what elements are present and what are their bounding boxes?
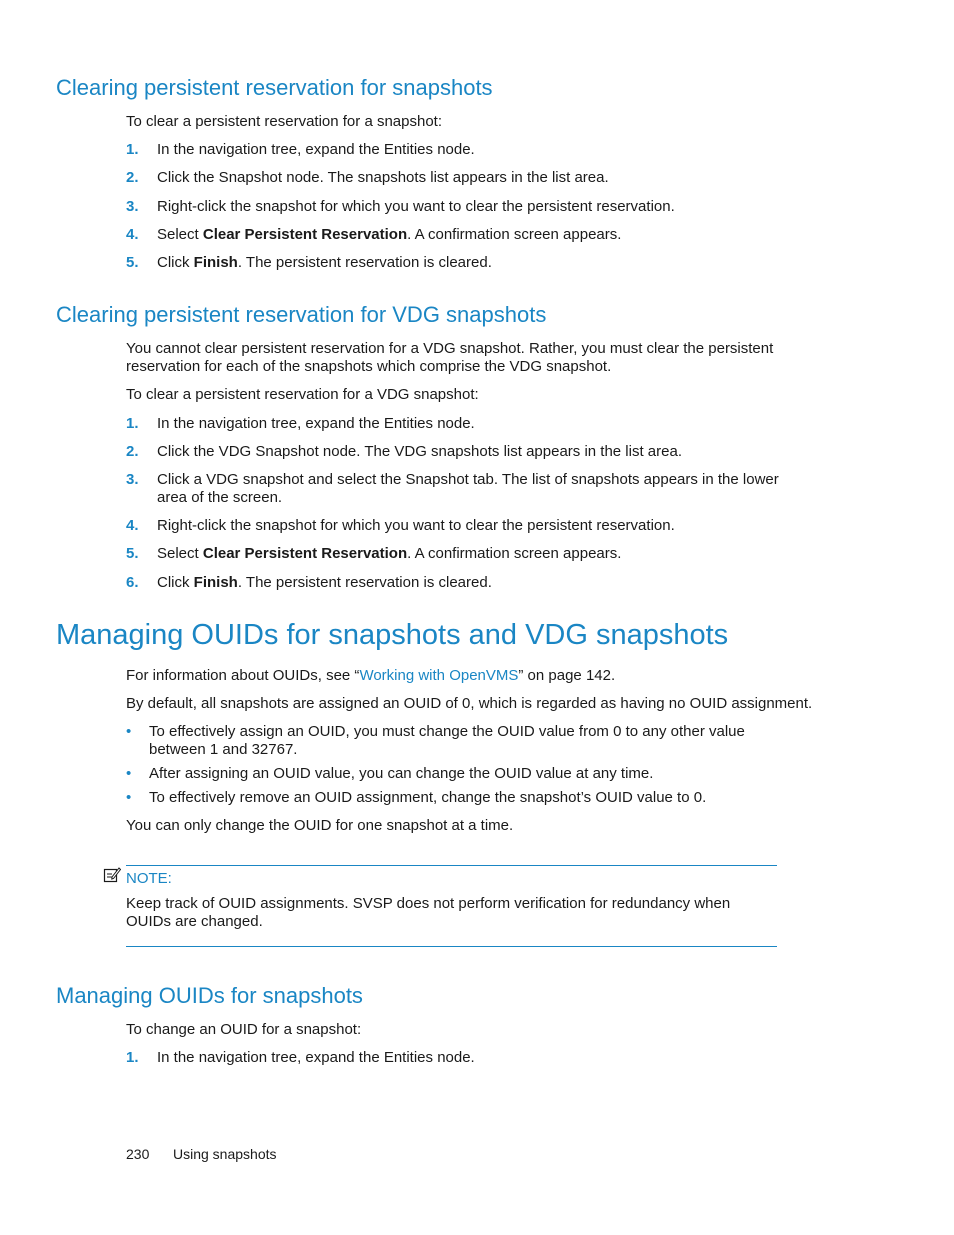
step-text: In the navigation tree, expand the Entities node. [157,1049,475,1066]
note-text: Keep track of OUID assignments. SVSP does not perform verification for redundancy when OUIDs are changed. [126,895,731,930]
section-heading-clearing-vdg-snapshots: Clearing persistent reservation for VDG snapshots [56,302,547,327]
ouid-default-paragraph: By default, all snapshots are assigned an OUID of 0, which is regarded as having no OUID assignment. [126,695,813,712]
bullet-glyph: • [126,789,132,806]
step-number: 3. [126,198,139,215]
section2-paragraph: You cannot clear persistent reservation for a VDG snapshot. Rather, you must clear the persistent reservation for each of the snapshots which comprise the VDG snapshot. [126,340,774,375]
section-heading-managing-ouids-snapshots: Managing OUIDs for snapshots [56,983,363,1008]
step-text: Right-click the snapshot for which you want to clear the persistent reservation. [157,517,675,534]
note-bottom-rule [126,946,777,947]
footer-section-name: Using snapshots [173,1146,277,1162]
ui-term: Finish [193,574,238,591]
step-number: 2. [126,169,139,186]
step-number: 3. [126,471,139,488]
cross-reference-link[interactable]: Working with OpenVMS [359,667,519,684]
step-text: Click the Snapshot node. The snapshots list appears in the list area. [157,169,609,186]
bullet-text: To effectively remove an OUID assignment, change the snapshot’s OUID value to 0. [149,789,707,806]
step-number: 6. [126,574,139,591]
ui-term: Finish [193,254,238,271]
ouid-info-paragraph: For information about OUIDs, see “Working with OpenVMS” on page 142. [126,667,616,684]
section-heading-clearing-snapshots: Clearing persistent reservation for snapshots [56,75,493,100]
section1-intro: To clear a persistent reservation for a snapshot: [126,113,442,130]
ui-term: Clear Persistent Reservation [202,545,408,562]
section2-intro: To clear a persistent reservation for a VDG snapshot: [126,386,479,403]
step-number: 5. [126,254,139,271]
page-number: 230 [126,1146,150,1162]
step-text: Select Clear Persistent Reservation. A confirmation screen appears. [157,545,622,562]
note-label: NOTE: [126,870,172,887]
step-number: 1. [126,415,139,432]
step-text: In the navigation tree, expand the Entities node. [157,415,475,432]
step-text: Right-click the snapshot for which you want to clear the persistent reservation. [157,198,675,215]
bullet-glyph: • [126,765,132,782]
bullet-glyph: • [126,723,132,740]
ui-term: Clear Persistent Reservation [202,226,408,243]
chapter-heading-managing-ouids: Managing OUIDs for snapshots and VDG snapshots [56,619,729,651]
step-number: 2. [126,443,139,460]
section4-intro: To change an OUID for a snapshot: [126,1021,362,1038]
note-top-rule [126,865,777,866]
step-number: 5. [126,545,139,562]
step-text: Click a VDG snapshot and select the Snapshot tab. The list of snapshots appears in the lower area of the screen. [157,471,779,506]
step-number: 1. [126,141,139,158]
bullet-text: After assigning an OUID value, you can change the OUID value at any time. [149,765,654,782]
step-text: Click Finish. The persistent reservation is cleared. [157,254,492,271]
step-number: 1. [126,1049,139,1066]
ouid-closing-paragraph: You can only change the OUID for one snapshot at a time. [126,817,514,834]
step-text: Select Clear Persistent Reservation. A confirmation screen appears. [157,226,622,243]
note-pencil-icon [103,866,121,884]
step-text: Click the VDG Snapshot node. The VDG snapshots list appears in the list area. [157,443,682,460]
step-text: Click Finish. The persistent reservation is cleared. [157,574,492,591]
bullet-text: To effectively assign an OUID, you must change the OUID value from 0 to any other value between 1 and 32767. [149,723,745,758]
step-text: In the navigation tree, expand the Entities node. [157,141,475,158]
step-number: 4. [126,226,139,243]
step-number: 4. [126,517,139,534]
